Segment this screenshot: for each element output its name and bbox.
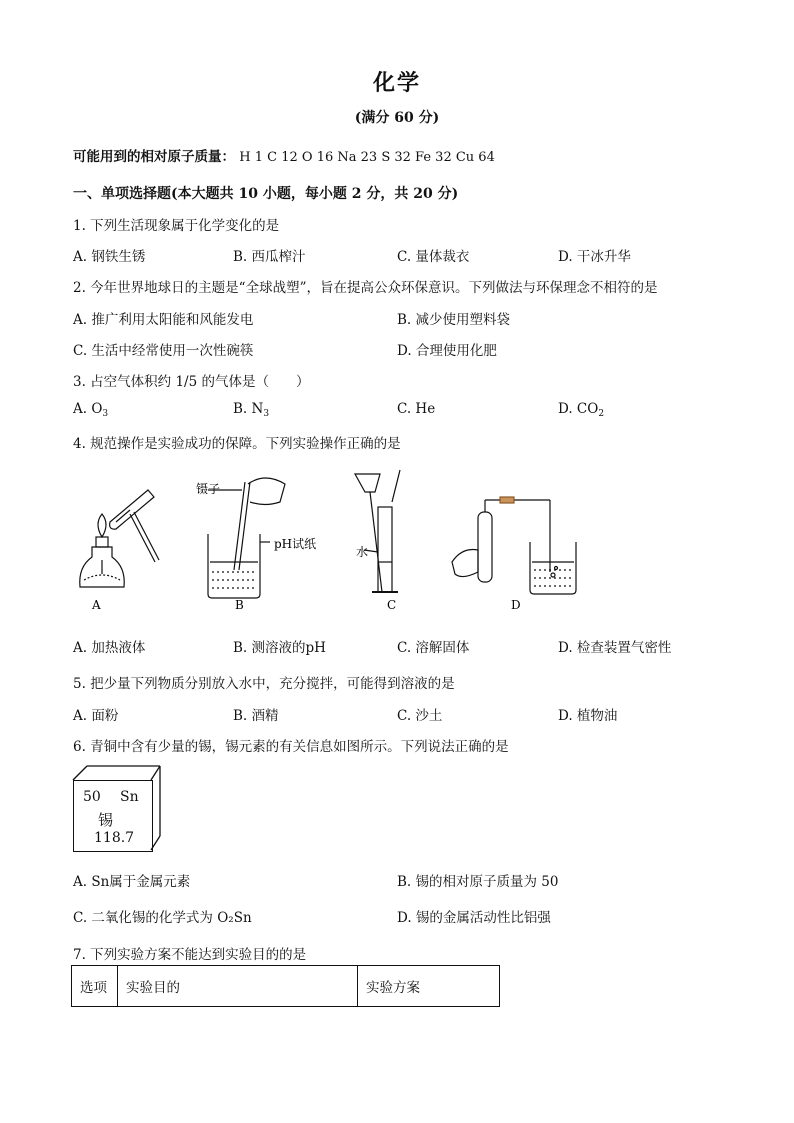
q4-option-c: C. 溶解固体: [397, 640, 470, 656]
figure-c-label: C: [387, 598, 397, 612]
lab-operations-figure: [60, 462, 600, 617]
atomic-mass: 118.7: [94, 830, 135, 846]
q3-option-c: C. He: [397, 401, 436, 417]
question-2-stem: 2. 今年世界地球日的主题是“全球战塑”，旨在提高公众环保意识。下列做法与环保理念不相符的是: [73, 280, 658, 296]
q1-option-d: D. 干冰升华: [558, 249, 631, 265]
element-symbol: Sn: [120, 789, 139, 805]
q3-option-a: A. $O_3$: [73, 401, 109, 419]
q6-option-d: D. 锡的金属活动性比铝强: [397, 910, 551, 926]
q5-option-c: C. 沙土: [397, 708, 443, 724]
page-title: 化学: [372, 70, 421, 96]
q6-option-b: B. 锡的相对原子质量为 50: [397, 874, 559, 890]
full-score: (满分 60 分): [354, 110, 440, 126]
section-heading: 一、单项选择题(本大题共 10 小题，每小题 2 分，共 20 分): [73, 186, 459, 202]
atomic-mass-label: 可能用到的相对原子质量：: [73, 149, 235, 165]
q3-option-b: B. $N_3$: [233, 401, 270, 419]
header-plan: 实验方案: [358, 966, 500, 1007]
figure-d-label: D: [511, 598, 521, 612]
q2-option-a: A. 推广利用太阳能和风能发电: [73, 312, 254, 328]
atomic-number: 50: [83, 789, 101, 805]
q7-table: [71, 965, 500, 1007]
question-5-stem: 5. 把少量下列物质分别放入水中，充分搅拌，可能得到溶液的是: [73, 676, 455, 692]
q2-option-b: B. 减少使用塑料袋: [397, 312, 511, 328]
figure-a-label: A: [92, 598, 101, 612]
water-label: 水: [356, 545, 369, 559]
q5-option-d: D. 植物油: [558, 708, 618, 724]
question-3-stem: 3. 占空气体积约 1/5 的气体是（ ）: [73, 374, 310, 390]
header-option: 选项: [72, 966, 118, 1007]
q4-option-d: D. 检查装置气密性: [558, 640, 672, 656]
element-name: 锡: [98, 811, 114, 829]
atomic-mass-line: [73, 145, 495, 165]
header-purpose: 实验目的: [118, 966, 358, 1007]
figure-a-heating-liquid: [80, 490, 159, 587]
q1-option-b: B. 西瓜榨汁: [233, 249, 306, 265]
atomic-mass-values: H 1 C 12 O 16 Na 23 S 32 Fe 32 Cu 64: [239, 150, 495, 165]
q3-option-d: D. $CO_2$: [558, 401, 605, 419]
q1-option-a: A. 钢铁生锈: [73, 249, 146, 265]
figure-c-dissolving: [355, 470, 400, 592]
q2-option-d: D. 合理使用化肥: [397, 343, 497, 359]
q2-option-c: C. 生活中经常使用一次性碗筷: [73, 343, 254, 359]
figure-b-label: B: [235, 598, 244, 612]
question-6-stem: 6. 青铜中含有少量的锡，锡元素的有关信息如图所示。下列说法正确的是: [73, 739, 509, 755]
question-4-stem: 4. 规范操作是实验成功的保障。下列实验操作正确的是: [73, 436, 401, 452]
q5-option-a: A. 面粉: [73, 708, 119, 724]
q1-option-c: C. 量体裁衣: [397, 249, 470, 265]
ph-paper-label: pH试纸: [274, 537, 317, 551]
tweezers-label: 镊子: [196, 482, 221, 496]
q4-option-a: A. 加热液体: [73, 640, 146, 656]
q4-option-b: B. 测溶液的pH: [233, 640, 326, 656]
question-7-stem: 7. 下列实验方案不能达到实验目的的是: [73, 947, 307, 963]
q6-option-c: C. 二氧化锡的化学式为 O₂Sn: [73, 910, 252, 926]
figure-d-airtightness: [452, 497, 576, 594]
q6-option-a: A. Sn属于金属元素: [73, 874, 191, 890]
table-header-row: [72, 966, 500, 1007]
q5-option-b: B. 酒精: [233, 708, 279, 724]
question-1-stem: 1. 下列生活现象属于化学变化的是: [73, 218, 280, 234]
